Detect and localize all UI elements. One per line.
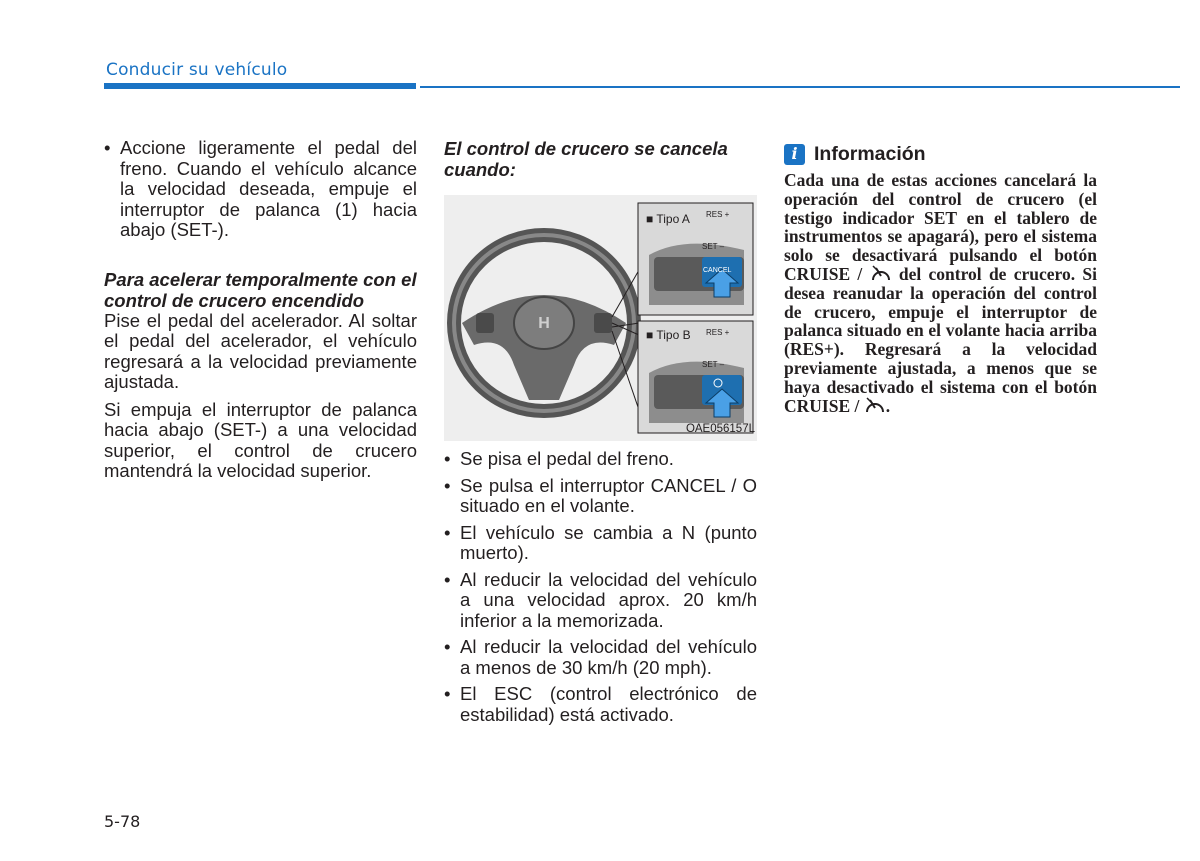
header-rule-thick — [104, 83, 416, 89]
list-item: • Se pulsa el interruptor CANCEL / O situado en el volante. — [444, 476, 757, 517]
section-header-title: Conducir su vehículo — [106, 60, 288, 80]
header-rule-thin — [420, 86, 1180, 88]
figure-set-minus-a: SET – — [702, 242, 725, 251]
left-paragraph-1: Pise el pedal del acelerador. Al soltar el pedal del acelerador, el vehículo regresará a la velocidad previamente ajustada. — [104, 309, 417, 392]
cruise-speedometer-icon — [864, 397, 886, 415]
info-body — [784, 171, 1097, 415]
middle-column — [444, 138, 757, 731]
left-subheading: Para acelerar temporalmente con el control de crucero encendido — [104, 268, 417, 311]
cruise-speedometer-icon — [870, 265, 892, 283]
figure-cancel-label: CANCEL — [703, 267, 732, 274]
left-bullet: • Accione ligeramente el pedal del freno. Cuando el vehículo alcance la velocidad deseada, empuje el interruptor de palanca (1) hacia abajo (SET-). — [104, 138, 417, 241]
figure-code: OAE056157L — [685, 422, 755, 435]
list-item: • Se pisa el pedal del freno. — [444, 449, 757, 470]
steering-wheel-figure — [444, 195, 757, 441]
figure-res-plus-a: RES + — [706, 210, 730, 219]
figure-label-type-b: ■ Tipo B — [646, 328, 691, 342]
steering-wheel-illustration — [444, 195, 757, 441]
list-item: • El vehículo se cambia a N (punto muerto). — [444, 523, 757, 564]
info-text-1: Cada una de estas acciones cancelará la operación del control de crucero (el testigo indicador SET en el tablero de instrumentos se apagará), pero el sistema solo se desactivará pulsando el botón CRUISE / — [784, 170, 1097, 284]
list-item: • El ESC (control electrónico de estabilidad) está activado. — [444, 684, 757, 725]
left-paragraph-2: Si empuja el interruptor de palanca hacia abajo (SET-) a una velocidad superior, el control de crucero mantendrá la velocidad superior. — [104, 398, 417, 481]
info-title: Información — [814, 143, 926, 166]
svg-text:H: H — [538, 315, 550, 332]
left-column — [104, 138, 417, 489]
info-text-3: . — [885, 395, 891, 416]
info-box — [784, 144, 1097, 415]
list-item: • Al reducir la velocidad del vehículo a menos de 30 km/h (20 mph). — [444, 637, 757, 678]
info-icon: i — [784, 144, 805, 165]
figure-res-plus-b: RES + — [706, 328, 730, 337]
cancel-conditions-list — [444, 449, 757, 725]
figure-label-type-a: ■ Tipo A — [646, 212, 690, 226]
info-header — [784, 144, 1097, 165]
info-text-2: del control de crucero. Si desea reanudar la operación del control de crucero, empuje el interruptor de palanca situado en el volante hacia arriba (RES+). Regresará a la velocidad previamente ajustada, a menos que se haya desactivado el sistema con el botón CRUISE / — [784, 263, 1097, 416]
middle-subheading: El control de crucero se cancela cuando: — [444, 138, 728, 180]
list-item: • Al reducir la velocidad del vehículo a una velocidad aprox. 20 km/h inferior a la memorizada. — [444, 570, 757, 632]
page-number: 5-78 — [104, 812, 141, 831]
figure-set-minus-b: SET – — [702, 360, 725, 369]
